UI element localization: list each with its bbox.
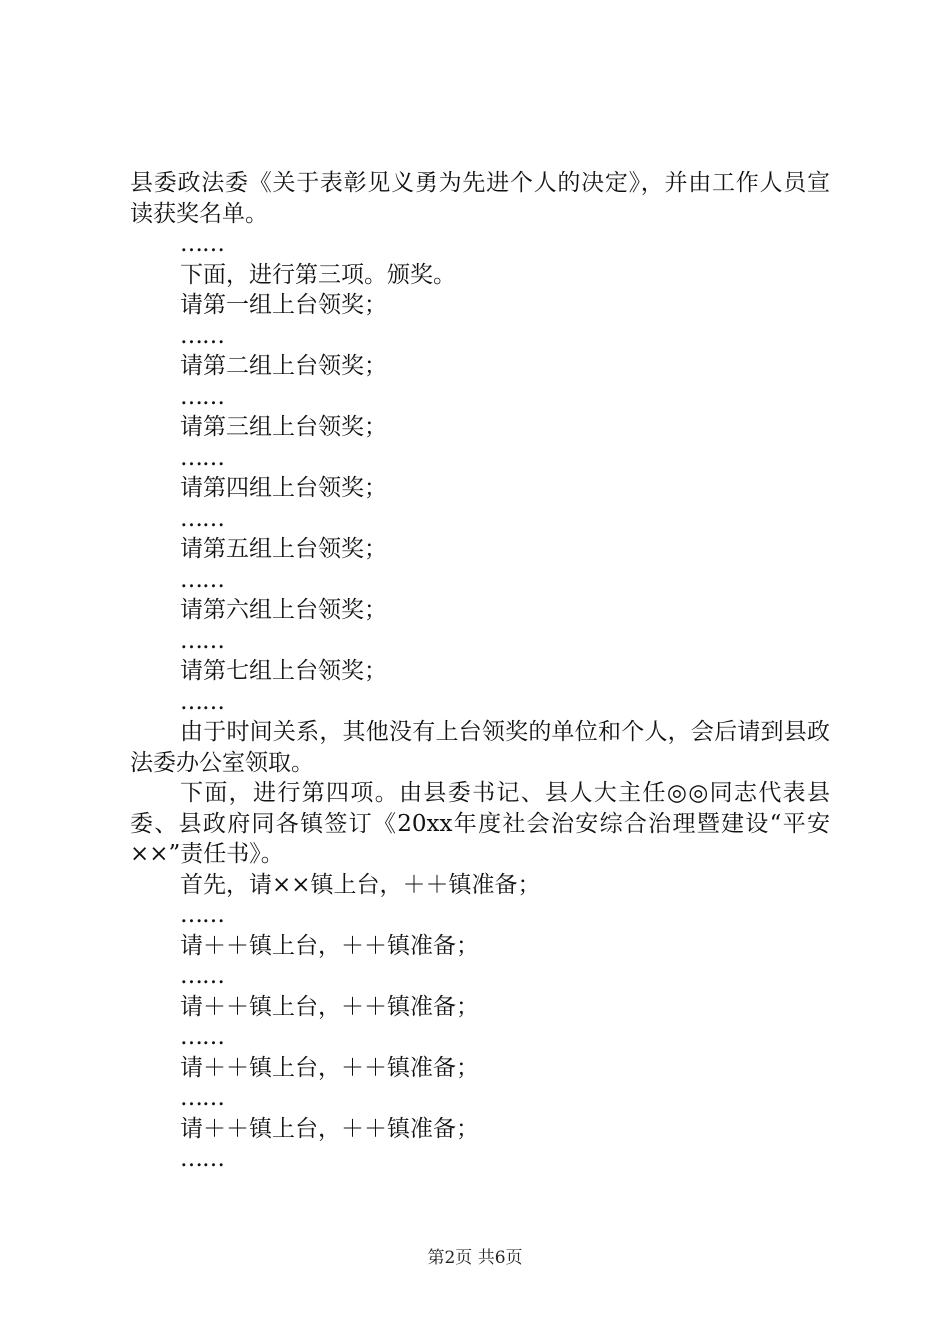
paragraph: 请第四组上台领奖； <box>180 475 387 501</box>
paragraph: 首先，请××镇上台，＋＋镇准备； <box>180 871 541 898</box>
ellipsis-line: …… <box>180 963 224 989</box>
paragraph: 请第一组上台领奖； <box>180 292 387 318</box>
paragraph: 县委政法委《关于表彰见义勇为先进个人的决定》，并由工作人员宣读获奖名单。 <box>130 170 830 227</box>
ellipsis-line: …… <box>180 1146 224 1172</box>
paragraph: 请＋＋镇上台，＋＋镇准备； <box>180 932 479 959</box>
ellipsis-line: …… <box>180 505 224 532</box>
ellipsis-line: …… <box>180 627 224 654</box>
paragraph: 请第五组上台领奖； <box>180 536 387 562</box>
paragraph: 请第二组上台领奖； <box>180 353 387 379</box>
ellipsis-line: …… <box>180 231 224 257</box>
paragraph: 请＋＋镇上台，＋＋镇准备； <box>180 1054 479 1081</box>
paragraph: 请＋＋镇上台，＋＋镇准备； <box>180 1115 479 1142</box>
paragraph: 请第三组上台领奖； <box>180 414 387 440</box>
paragraph: 下面，进行第三项。颁奖。 <box>180 261 456 288</box>
paragraph: 请第七组上台领奖； <box>180 658 387 684</box>
paragraph: 下面，进行第四项。由县委书记、县人大主任◎◎同志代表县委、县政府同各镇签订《20xx年度社会治安综合治理暨建设“平安××”责任书》。 <box>130 780 830 867</box>
ellipsis-line: …… <box>180 322 224 349</box>
ellipsis-line: …… <box>180 383 224 410</box>
ellipsis-line: …… <box>180 444 224 471</box>
ellipsis-line: …… <box>180 1085 224 1111</box>
document-body <box>130 168 830 1175</box>
paragraph: 请第六组上台领奖； <box>180 597 387 623</box>
ellipsis-line: …… <box>180 902 224 928</box>
ellipsis-line: …… <box>180 688 224 715</box>
ellipsis-line: …… <box>180 1024 224 1050</box>
paragraph: 请＋＋镇上台，＋＋镇准备； <box>180 993 479 1020</box>
page-footer: 第2页 共6页 <box>427 1248 523 1268</box>
ellipsis-line: …… <box>180 566 224 593</box>
paragraph: 由于时间关系，其他没有上台领奖的单位和个人，会后请到县政法委办公室领取。 <box>130 719 830 776</box>
